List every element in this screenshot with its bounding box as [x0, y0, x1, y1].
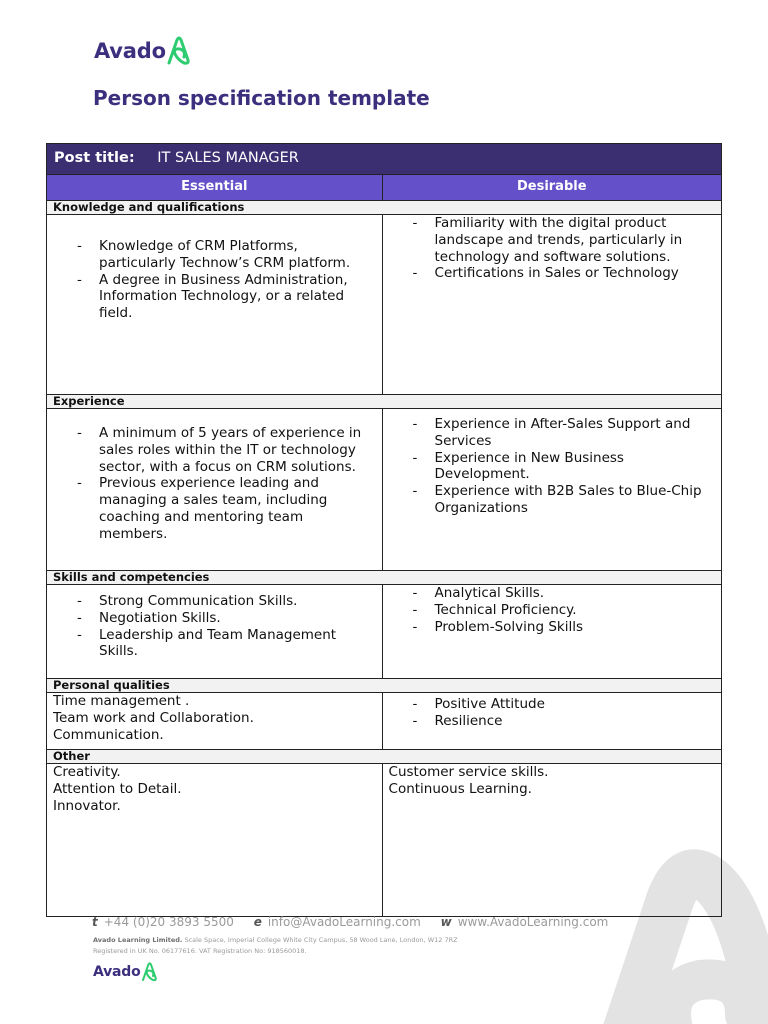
list-item: Team work and Collaboration.	[53, 709, 254, 726]
page-title: Person specification template	[93, 86, 430, 110]
email-label: e	[253, 915, 262, 929]
section-header-other: Other	[47, 750, 722, 764]
list-item: Communication.	[53, 726, 164, 743]
list-item: - Certifications in Sales or Technology	[389, 265, 715, 282]
list-item: Customer service skills.	[388, 764, 549, 781]
list-item: - Experience in New Business Development.	[389, 450, 715, 484]
section-header-personal: Personal qualities	[47, 679, 722, 693]
footer-registration: Registered in UK No. 06177616. VAT Registration No: 918560018.	[93, 947, 307, 955]
footer-email[interactable]: info@AvadoLearning.com	[267, 915, 421, 929]
section-header-knowledge: Knowledge and qualifications	[47, 201, 722, 215]
list-item: - Previous experience leading and managing a sales team, including coaching and mentoring team members.	[53, 475, 376, 542]
section-header-experience: Experience	[47, 395, 722, 409]
other-essential-cell	[47, 764, 383, 917]
list-item: - A minimum of 5 years of experience in sales roles within the IT or technology sector, with a focus on CRM solutions.	[53, 425, 376, 475]
avado-footer-logo	[93, 962, 157, 982]
list-item: - Negotiation Skills.	[53, 610, 376, 627]
section-content-other	[47, 764, 722, 917]
list-item: Creativity.	[53, 764, 121, 781]
post-title-row	[47, 144, 722, 175]
footer-company-name: Avado Learning Limited.	[93, 936, 183, 944]
phone-label: t	[92, 915, 98, 929]
list-item: Time management .	[53, 693, 190, 709]
post-title-label: Post title:	[54, 150, 135, 166]
skills-desirable-cell	[382, 585, 721, 679]
list-item: - Knowledge of CRM Platforms, particularly Technow’s CRM platform.	[53, 238, 376, 272]
person-specification-table	[46, 143, 722, 917]
section-header-skills: Skills and competencies	[47, 571, 722, 585]
footer-contact-line	[92, 915, 608, 929]
footer-company-address: Scale Space, Imperial College White City Campus, 58 Wood Lane, London, W12 7RZ	[184, 936, 458, 944]
list-item: - Resilience	[389, 713, 715, 730]
footer-website[interactable]: www.AvadoLearning.com	[457, 915, 609, 929]
list-item: - Experience in After-Sales Support and Services	[389, 416, 715, 450]
section-content-personal	[47, 693, 722, 750]
personal-desirable-cell	[382, 693, 721, 750]
avado-logo	[94, 36, 190, 66]
post-title-value: IT SALES MANAGER	[157, 150, 299, 166]
avado-a-mark-icon	[141, 962, 157, 982]
list-item: - Familiarity with the digital product landscape and trends, particularly in technology and software solutions.	[389, 215, 715, 265]
logo-wordmark: Avado	[93, 964, 141, 980]
list-item: - Technical Proficiency.	[389, 602, 715, 619]
section-content-experience	[47, 409, 722, 571]
other-desirable-cell	[382, 764, 721, 917]
list-item: - Analytical Skills.	[389, 585, 715, 602]
knowledge-desirable-cell	[382, 215, 721, 395]
footer-company-info	[93, 936, 458, 944]
section-content-skills	[47, 585, 722, 679]
logo-wordmark: Avado	[94, 39, 166, 63]
column-header-row	[47, 175, 722, 201]
list-item: - A degree in Business Administration, Information Technology, or a related field.	[53, 272, 376, 322]
list-item: - Problem-Solving Skills	[389, 619, 715, 636]
list-item: Attention to Detail.	[53, 781, 182, 798]
avado-a-mark-icon	[166, 36, 190, 66]
personal-essential-cell	[47, 693, 383, 750]
footer-phone: +44 (0)20 3893 5500	[103, 915, 234, 929]
web-label: w	[440, 915, 452, 929]
experience-desirable-cell	[382, 409, 721, 571]
list-item: - Experience with B2B Sales to Blue-Chip Organizations	[389, 483, 715, 517]
section-content-knowledge	[47, 215, 722, 395]
list-item: Continuous Learning.	[388, 781, 532, 798]
list-item: - Positive Attitude	[389, 696, 715, 713]
list-item: - Strong Communication Skills.	[53, 593, 376, 610]
experience-essential-cell	[47, 409, 383, 571]
list-item: - Leadership and Team Management Skills.	[53, 627, 376, 661]
knowledge-essential-cell	[47, 215, 383, 395]
desirable-column-header: Desirable	[382, 175, 721, 201]
list-item: Innovator.	[53, 797, 121, 814]
essential-column-header: Essential	[47, 175, 383, 201]
skills-essential-cell	[47, 585, 383, 679]
